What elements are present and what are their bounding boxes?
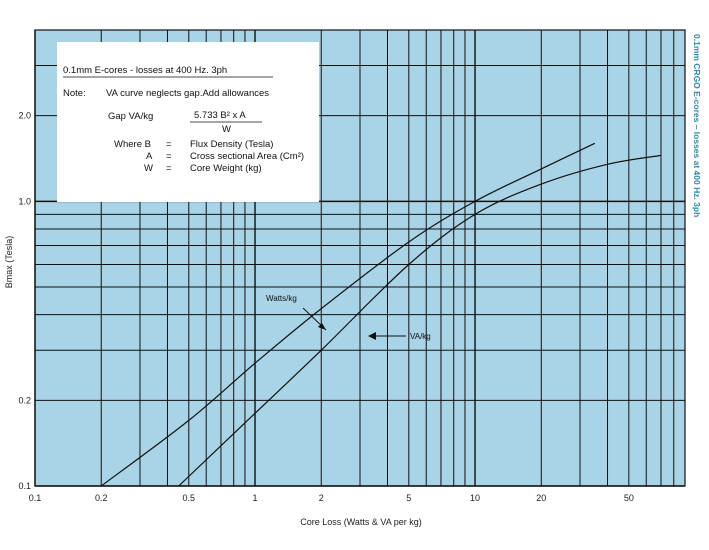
x-tick-label: 0.1 [28,493,42,503]
formula-numerator: 5.733 B² x A [194,110,246,121]
side-title: 0.1mm CRGO E-cores – losses at 400 Hz. 3ph [692,34,702,218]
gap-label: Gap VA/kg [108,111,154,122]
note-text: VA curve neglects gap.Add allowances [106,88,270,99]
a-definition: Cross sectional Area (Cm²) [190,151,305,162]
y-tick-label: 0.2 [18,395,31,406]
w-symbol: W [144,163,153,174]
y-axis-title: Bmax (Tesla) [4,235,14,289]
y-tick-label: 2.0 [18,110,31,121]
equals-1: = [166,139,172,150]
x-tick-labels [29,493,634,503]
formula-denominator: W [222,124,231,135]
x-tick-label: 1 [252,493,258,503]
x-axis-title: Core Loss (Watts & VA per kg) [300,517,422,527]
x-tick-label: 0.2 [94,493,108,503]
note-title: 0.1mm E-cores - losses at 400 Hz. 3ph [63,65,228,76]
equals-3: = [166,163,172,174]
y-tick-label: 1.0 [18,196,31,207]
x-tick-label: 20 [536,493,547,503]
note-box [57,42,319,202]
y-tick-labels [18,111,31,491]
x-tick-label: 0.5 [182,493,196,503]
x-tick-label: 10 [470,493,481,503]
x-tick-label: 5 [406,493,412,503]
b-definition: Flux Density (Tesla) [190,139,274,150]
va-annotation-label: VA/kg [410,332,431,341]
where-b: Where B [114,139,151,150]
y-tick-label: 0.1 [18,481,31,491]
x-tick-label: 50 [623,493,634,503]
note-label: Note: [63,88,86,99]
a-symbol: A [146,151,153,162]
watts-annotation-label: Watts/kg [266,294,297,303]
w-definition: Core Weight (kg) [190,163,262,174]
x-tick-label: 2 [318,493,324,503]
equals-2: = [166,151,172,162]
